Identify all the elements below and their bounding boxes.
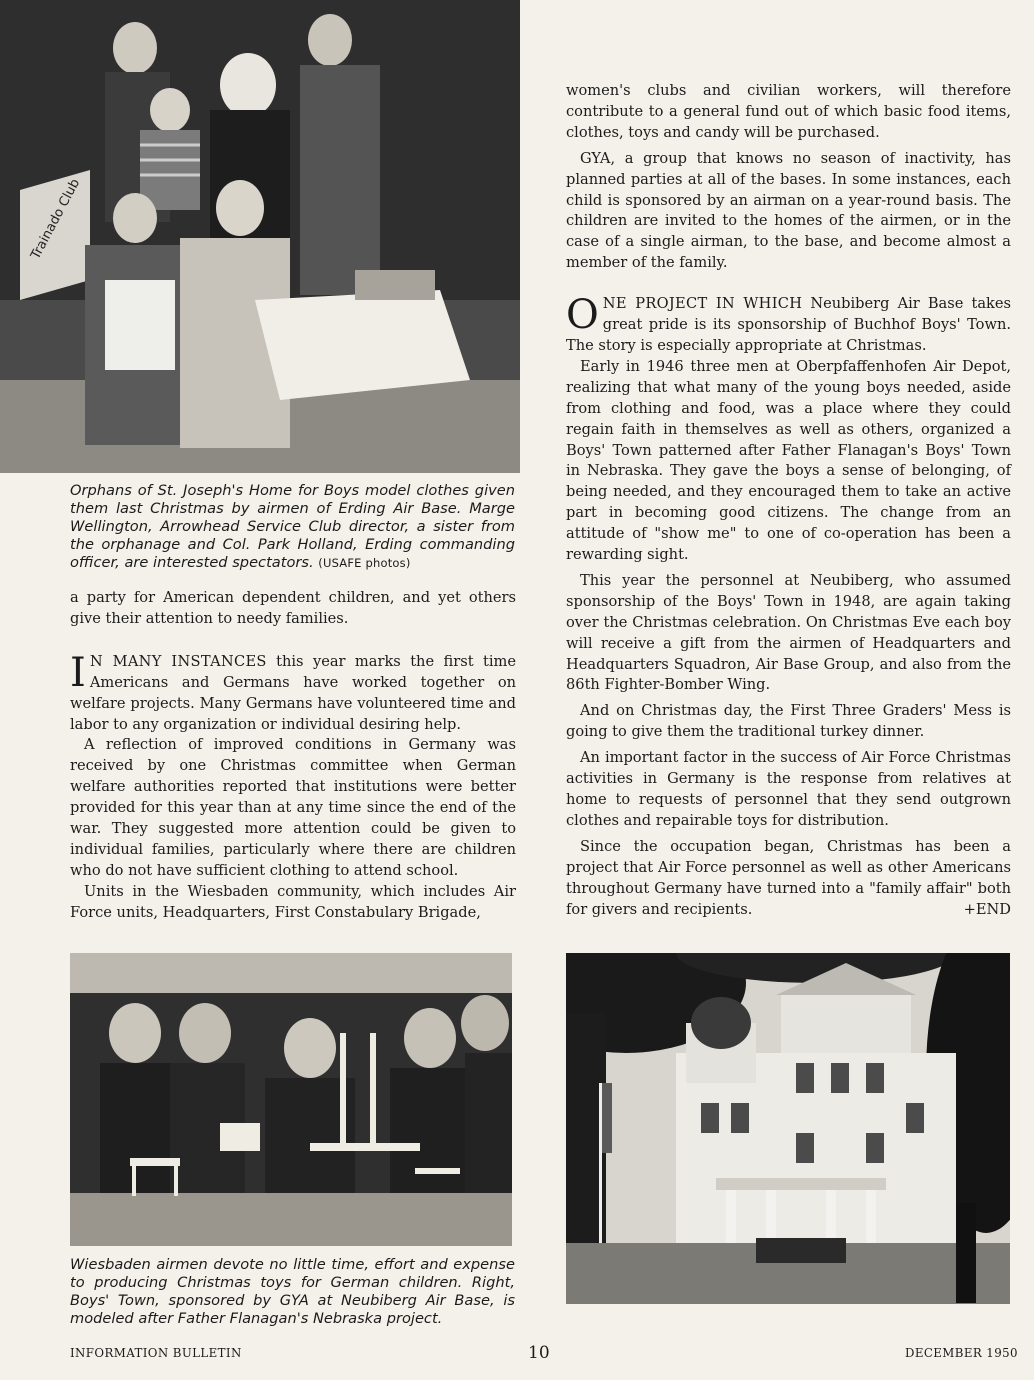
caption-photo-credit: (USAFE photos) [318,556,411,571]
right-paragraph-1: women's clubs and civilian workers, will therefore contribute to a general fund out of which basic food items, clothes, toys and candy will be purchased. [566,82,1011,141]
right-paragraph-5: This year the personnel at Neubiberg, who assumed sponsorship of the Boys' Town in 1948, are again taking over the Christmas celebration. On Christmas Eve each boy will receive a gift from the airmen of Headquarters and Headquarters Squadron, Air Base Group, and also from the 86th Fighter-Bomber Wing. [566,571,1011,694]
right-paragraph-3-lead: NE PROJECT IN WHICH [602,295,803,313]
caption-orphans [70,482,515,572]
caption-airmen [70,1256,515,1328]
right-paragraph-4: Early in 1946 three men at Oberpfaffenhofen Air Depot, realizing that what many of the young boys needed, aside from clothing and food, was a place where they could regain faith in themselves as well as others, organized a Boys' Town patterned after Father Flanagan's Boys' Town in Nebraska. They gave the boys a sense of belonging, of being needed, and they encouraged them to take an active part in becoming good citizens. The change from an attitude of "show me" to one of co-operation has been a rewarding sight. [566,357,1011,564]
photo-airmen [70,953,512,1246]
right-paragraph-8 [566,837,1011,921]
right-paragraph-3 [566,294,1011,357]
footer-publication: INFORMATION BULLETIN [70,1346,242,1360]
photo-orphans-image [0,0,520,473]
right-paragraph-8-text: Since the occupation began, Christmas has been a project that Air Force personnel as well as other Americans throughout Germany have turned into a "family affair" both for givers and recipients. [566,837,1011,918]
dropcap-o: O [566,292,599,339]
left-paragraph-2-lead: N MANY INSTANCES [89,652,267,670]
caption-orphans-text: Orphans of St. Joseph's Home for Boys model clothes given them last Christmas by airmen of Erding Air Base. Marge Wellington, Arrowhead Service Club director, a sister from the orphanage and Col. Park Holland, Erding commanding officer, are interested spectators. [70,482,515,572]
dropcap-i: I [70,649,86,696]
right-paragraph-7: An important factor in the success of Air Force Christmas activities in Germany is the response from relatives at home to requests of personnel that they send outgrown clothes and repairable toys for distribution. [566,749,1011,829]
photo-airmen-image [70,953,512,1246]
photo-sign-text: Trainado Club [28,176,84,262]
footer-date: DECEMBER 1950 [905,1346,1018,1360]
right-paragraph-3-rest: Neubiberg Air Base takes great pride is its sponsorship of Buchhof Boys' Town. The story is especially appropriate at Christmas. [566,295,1012,354]
left-paragraph-3: A reflection of improved conditions in Germany was received by one Christmas committee when German welfare authorities reported that institutions were better provided for this year than at any time since the end of the war. They suggested more attention could be given to individual families, particularly where there are children who do not have sufficient clothing to attend school. [70,736,516,879]
right-paragraph-2: GYA, a group that knows no season of inactivity, has planned parties at all of the bases. In some instances, each child is sponsored by an airman on a year-round basis. The children are invited to the homes of the airmen, or in the case of a single airman, to the base, and become almost a member of the family. [566,149,1011,272]
photo-boystown-image [566,953,1010,1304]
left-column [70,588,516,924]
right-column [566,81,1011,920]
left-paragraph-2 [70,649,516,736]
photo-boystown [566,953,1010,1304]
end-mark: +END [963,900,1011,918]
left-paragraph-4: Units in the Wiesbaden community, which includes Air Force units, Headquarters, First Constabulary Brigade, [70,882,516,921]
caption-airmen-text: Wiesbaden airmen devote no little time, effort and expense to producing Christmas toys for German children. Right, Boys' Town, sponsored by GYA at Neubiberg Air Base, is modeled after Father Flanagan's Nebraska project. [70,1256,515,1328]
left-paragraph-2-rest: this year marks the first time Americans and Germans have worked together on welfare projects. Many Germans have volunteered time and labor to any organization or individual desiring help. [70,652,516,733]
photo-orphans [0,0,520,473]
right-paragraph-6: And on Christmas day, the First Three Graders' Mess is going to give them the traditional turkey dinner. [566,702,1011,741]
left-paragraph-1: a party for American dependent children, and yet others give their attention to needy families. [70,589,516,627]
footer-page-number: 10 [528,1343,550,1363]
